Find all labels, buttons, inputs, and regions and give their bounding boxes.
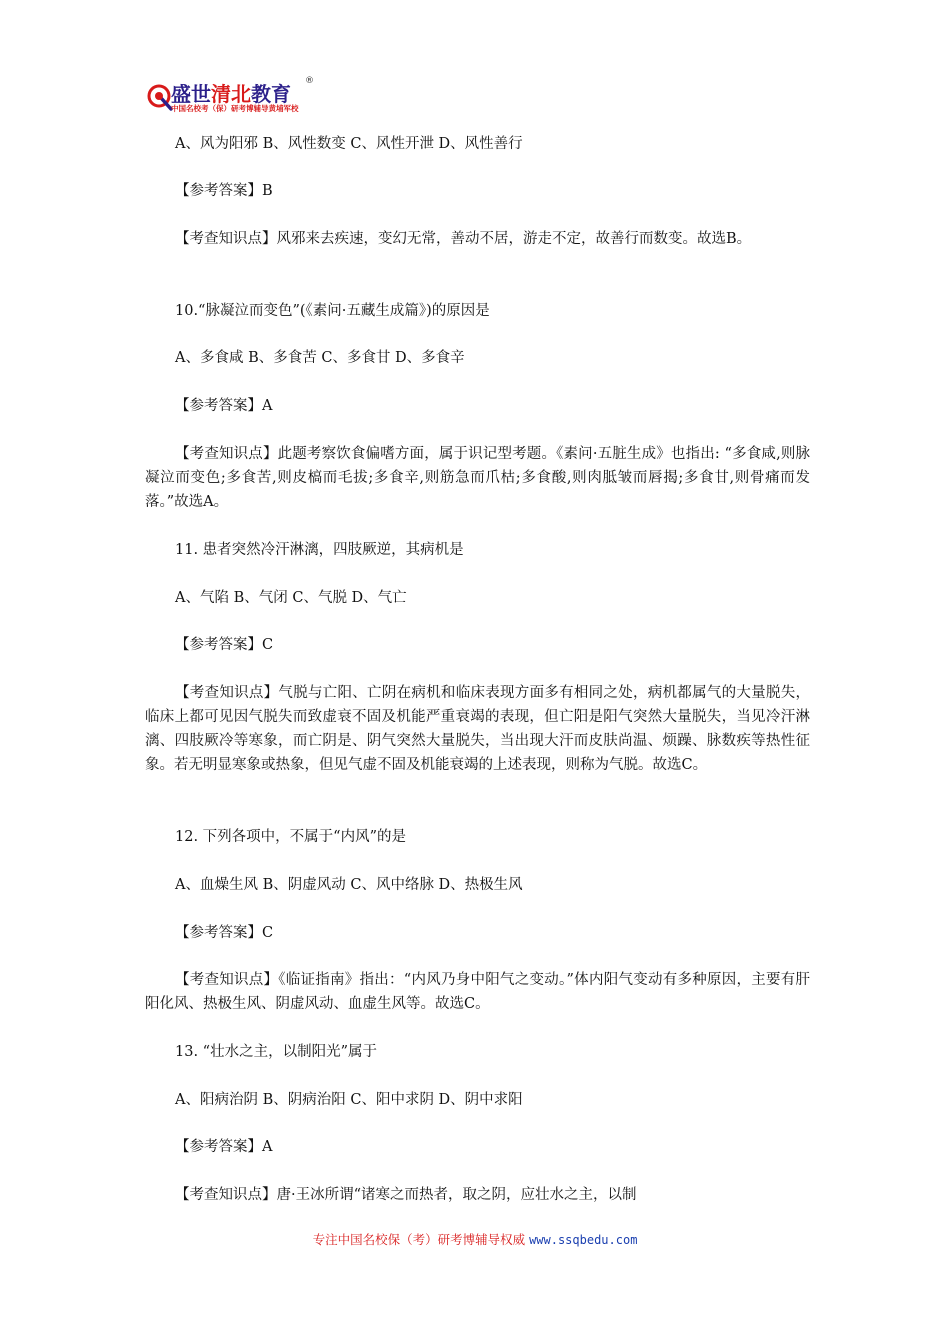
line-q12-options: A、血燥生风 B、阴虚风动 C、风中络脉 D、热极生风 [175,877,523,893]
registered-mark: ® [305,76,314,86]
line-q13-explanation: 【考查知识点】唐·王冰所谓“诸寒之而热者，取之阴，应壮水之主，以制 [175,1187,637,1203]
line-q10-options: A、多食咸 B、多食苦 C、多食甘 D、多食辛 [175,350,465,366]
para-q12-explanation: 【考查知识点】《临证指南》指出：“内风乃身中阳气之变动。”体内阳气变动有多种原因，主要有肝阳化风、热极生风、阴虚风动、血虚生风等。故选C。 [145,972,810,1012]
para-q10-explanation: 【考查知识点】此题考察饮食偏嗜方面，属于识记型考题。《素问·五脏生成》也指出: “多食咸,则脉凝泣而变色;多食苦,则皮槁而毛拔;多食辛,则筋急而爪枯;多食酸,则肉胝皱而唇揭;多食甘,则骨痛而发落。”故选A。 [145,446,810,510]
page-footer [0,1230,950,1248]
footer-text: 专注中国名校保（考）研考博辅导权威 [312,1232,526,1247]
footer-link[interactable]: www.ssqbedu.com [529,1233,638,1247]
brand-logo [145,78,315,120]
line-q11-answer: 【参考答案】C [175,637,274,653]
line-q13-answer: 【参考答案】A [175,1139,273,1155]
line-q13-question: 13. “壮水之主，以制阳光”属于 [175,1044,377,1060]
line-q13-options: A、阳病治阴 B、阴病治阳 C、阳中求阴 D、阴中求阳 [175,1092,523,1108]
line-q9-options: A、风为阳邪 B、风性数变 C、风性开泄 D、风性善行 [175,136,523,152]
line-q10-answer: 【参考答案】A [175,398,273,414]
line-q12-answer: 【参考答案】C [175,925,274,941]
line-q12-question: 12. 下列各项中，不属于“内风”的是 [175,829,406,845]
line-q11-question: 11. 患者突然冷汗淋漓，四肢厥逆，其病机是 [175,542,464,558]
para-q11-explanation: 【考查知识点】气脱与亡阳、亡阴在病机和临床表现方面多有相同之处，病机都属气的大量脱失，临床上都可见因气脱失而致虚衰不固及机能严重衰竭的表现，但亡阳是阳气突然大量脱失，当见冷汗淋漓、四肢厥冷等寒象，而亡阴是、阴气突然大量脱失，当出现大汗而皮肤尚温、烦躁、脉数疾等热性征象。若无明显寒象或热象，但见气虚不固及机能衰竭的上述表现，则称为气脱。故选C。 [145,685,810,773]
line-q9-answer: 【参考答案】B [175,183,273,199]
line-q11-options: A、气陷 B、气闭 C、气脱 D、气亡 [175,590,407,606]
line-q10-question: 10.“脉凝泣而变色”(《素问·五藏生成篇》)的原因是 [175,303,490,319]
logo-tagline: 中国名校考（保）研考博辅导黄埔军校 [171,104,299,113]
logo-title: 盛世清北教育 [171,82,291,106]
para-q9-explanation: 【考查知识点】风邪来去疾速，变幻无常，善动不居，游走不定，故善行而数变。故选B。 [175,231,752,247]
